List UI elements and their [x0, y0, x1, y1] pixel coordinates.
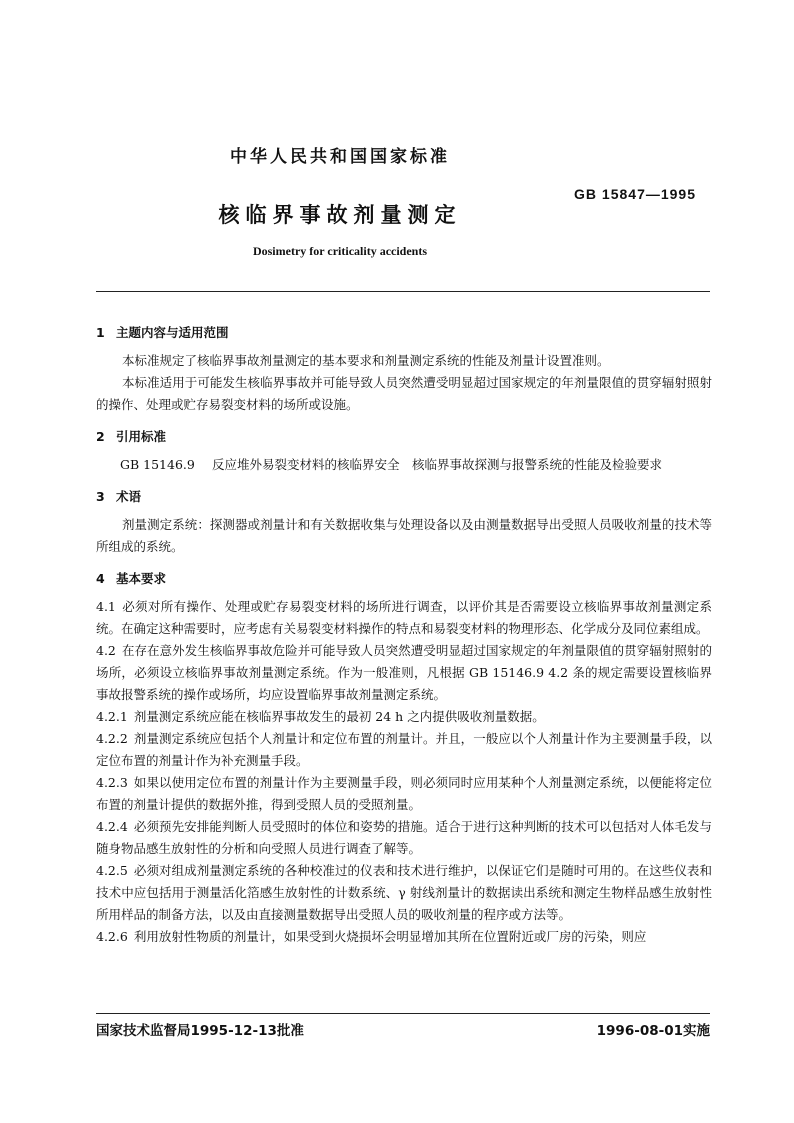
clause-number: 4.2.1 [96, 709, 128, 724]
reference-title: 反应堆外易裂变材料的核临界安全 核临界事故探测与报警系统的性能及检验要求 [212, 457, 663, 472]
clause-text: 必须对组成剂量测定系统的各种校准过的仪表和技术进行维护，以保证它们是随时可用的。在这些仪表和技术中应包括用于测量活化箔感生放射性的计数系统、γ 射线剂量计的数据读出系统和测定生物样品感生放射性所用样品的制备方法，以及由直接测量数据导出受照人员的吸收剂量的程序或方法等。 [96, 863, 712, 922]
paragraph: 本标准适用于可能发生核临界事故并可能导致人员突然遭受明显超过国家规定的年剂量限值的贯穿辐射照射的操作、处理或贮存易裂变材料的场所或设施。 [96, 375, 712, 412]
clause-number: 4.2 [96, 643, 116, 658]
section-number: 2 [96, 429, 105, 444]
clause [96, 728, 712, 772]
clause-number: 4.2.6 [96, 929, 128, 944]
paragraph: 本标准规定了核临界事故剂量测定的基本要求和剂量测定系统的性能及剂量计设置准则。 [122, 353, 610, 368]
section-heading [96, 568, 712, 590]
section-title: 主题内容与适用范围 [116, 325, 229, 340]
national-standard-heading: 中华人民共和国国家标准 [230, 147, 450, 167]
section-heading [96, 486, 712, 508]
referenced-standard [96, 454, 712, 476]
header-divider [96, 291, 710, 292]
clause-number: 4.2.2 [96, 731, 128, 746]
section-number: 1 [96, 325, 105, 340]
section-number: 4 [96, 571, 105, 586]
clause [96, 640, 712, 706]
clause [96, 860, 712, 926]
paragraph: 剂量测定系统：探测器或剂量计和有关数据收集与处理设备以及由测量数据导出受照人员吸收剂量的技术等所组成的系统。 [96, 517, 712, 554]
clause [96, 926, 712, 948]
footer-divider [96, 1013, 710, 1014]
clause-text: 剂量测定系统应能在核临界事故发生的最初 24 h 之内提供吸收剂量数据。 [133, 709, 545, 724]
clause-text: 必须预先安排能判断人员受照时的体位和姿势的措施。适合于进行这种判断的技术可以包括对人体毛发与随身物品感生放射性的分析和向受照人员进行调查了解等。 [96, 819, 712, 856]
section-number: 3 [96, 489, 105, 504]
effective-date: 1996-08-01实施 [596, 1023, 710, 1039]
section-heading [96, 426, 712, 448]
standard-code: GB 15847—1995 [574, 186, 696, 202]
clause-number: 4.2.4 [96, 819, 128, 834]
clause-text: 剂量测定系统应包括个人剂量计和定位布置的剂量计。并且，一般应以个人剂量计作为主要测量手段，以定位布置的剂量计作为补充测量手段。 [96, 731, 712, 768]
document-body [96, 322, 712, 948]
approval-date: 国家技术监督局1995-12-13批准 [96, 1023, 304, 1039]
clause [96, 816, 712, 860]
clause [96, 596, 712, 640]
clause-text: 在存在意外发生核临界事故危险并可能导致人员突然遭受明显超过国家规定的年剂量限值的贯穿辐射照射的场所，必须设立核临界事故剂量测定系统。作为一般准则，凡根据 GB 15146.9 4.2 条的规定需要设置核临界事故报警系统的操作或场所，均应设置临界事故剂量测定系统。 [96, 643, 712, 702]
footer [96, 1019, 710, 1039]
reference-code: GB 15146.9 [120, 457, 195, 472]
section-title: 引用标准 [116, 429, 167, 444]
clause-number: 4.2.5 [96, 863, 128, 878]
clause-number: 4.2.3 [96, 775, 128, 790]
section-title: 术语 [116, 489, 142, 504]
clause-text: 利用放射性物质的剂量计，如果受到火烧损坏会明显增加其所在位置附近或厂房的污染，则应 [133, 929, 647, 944]
clause-text: 必须对所有操作、处理或贮存易裂变材料的场所进行调查，以评价其是否需要设立核临界事故剂量测定系统。在确定这种需要时，应考虑有关易裂变材料操作的特点和易裂变材料的物理形态、化学成分及同位素组成。 [96, 599, 712, 636]
section-title: 基本要求 [116, 571, 167, 586]
document-title-chinese: 核临界事故剂量测定 [218, 203, 462, 227]
section-heading [96, 322, 712, 344]
clause-text: 如果以使用定位布置的剂量计作为主要测量手段，则必须同时应用某种个人剂量测定系统，以便能将定位布置的剂量计提供的数据外推，得到受照人员的受照剂量。 [96, 775, 712, 812]
document-title-english: Dosimetry for criticality accidents [252, 244, 428, 258]
clause [96, 772, 712, 816]
clause [96, 706, 712, 728]
clause-number: 4.1 [96, 599, 116, 614]
